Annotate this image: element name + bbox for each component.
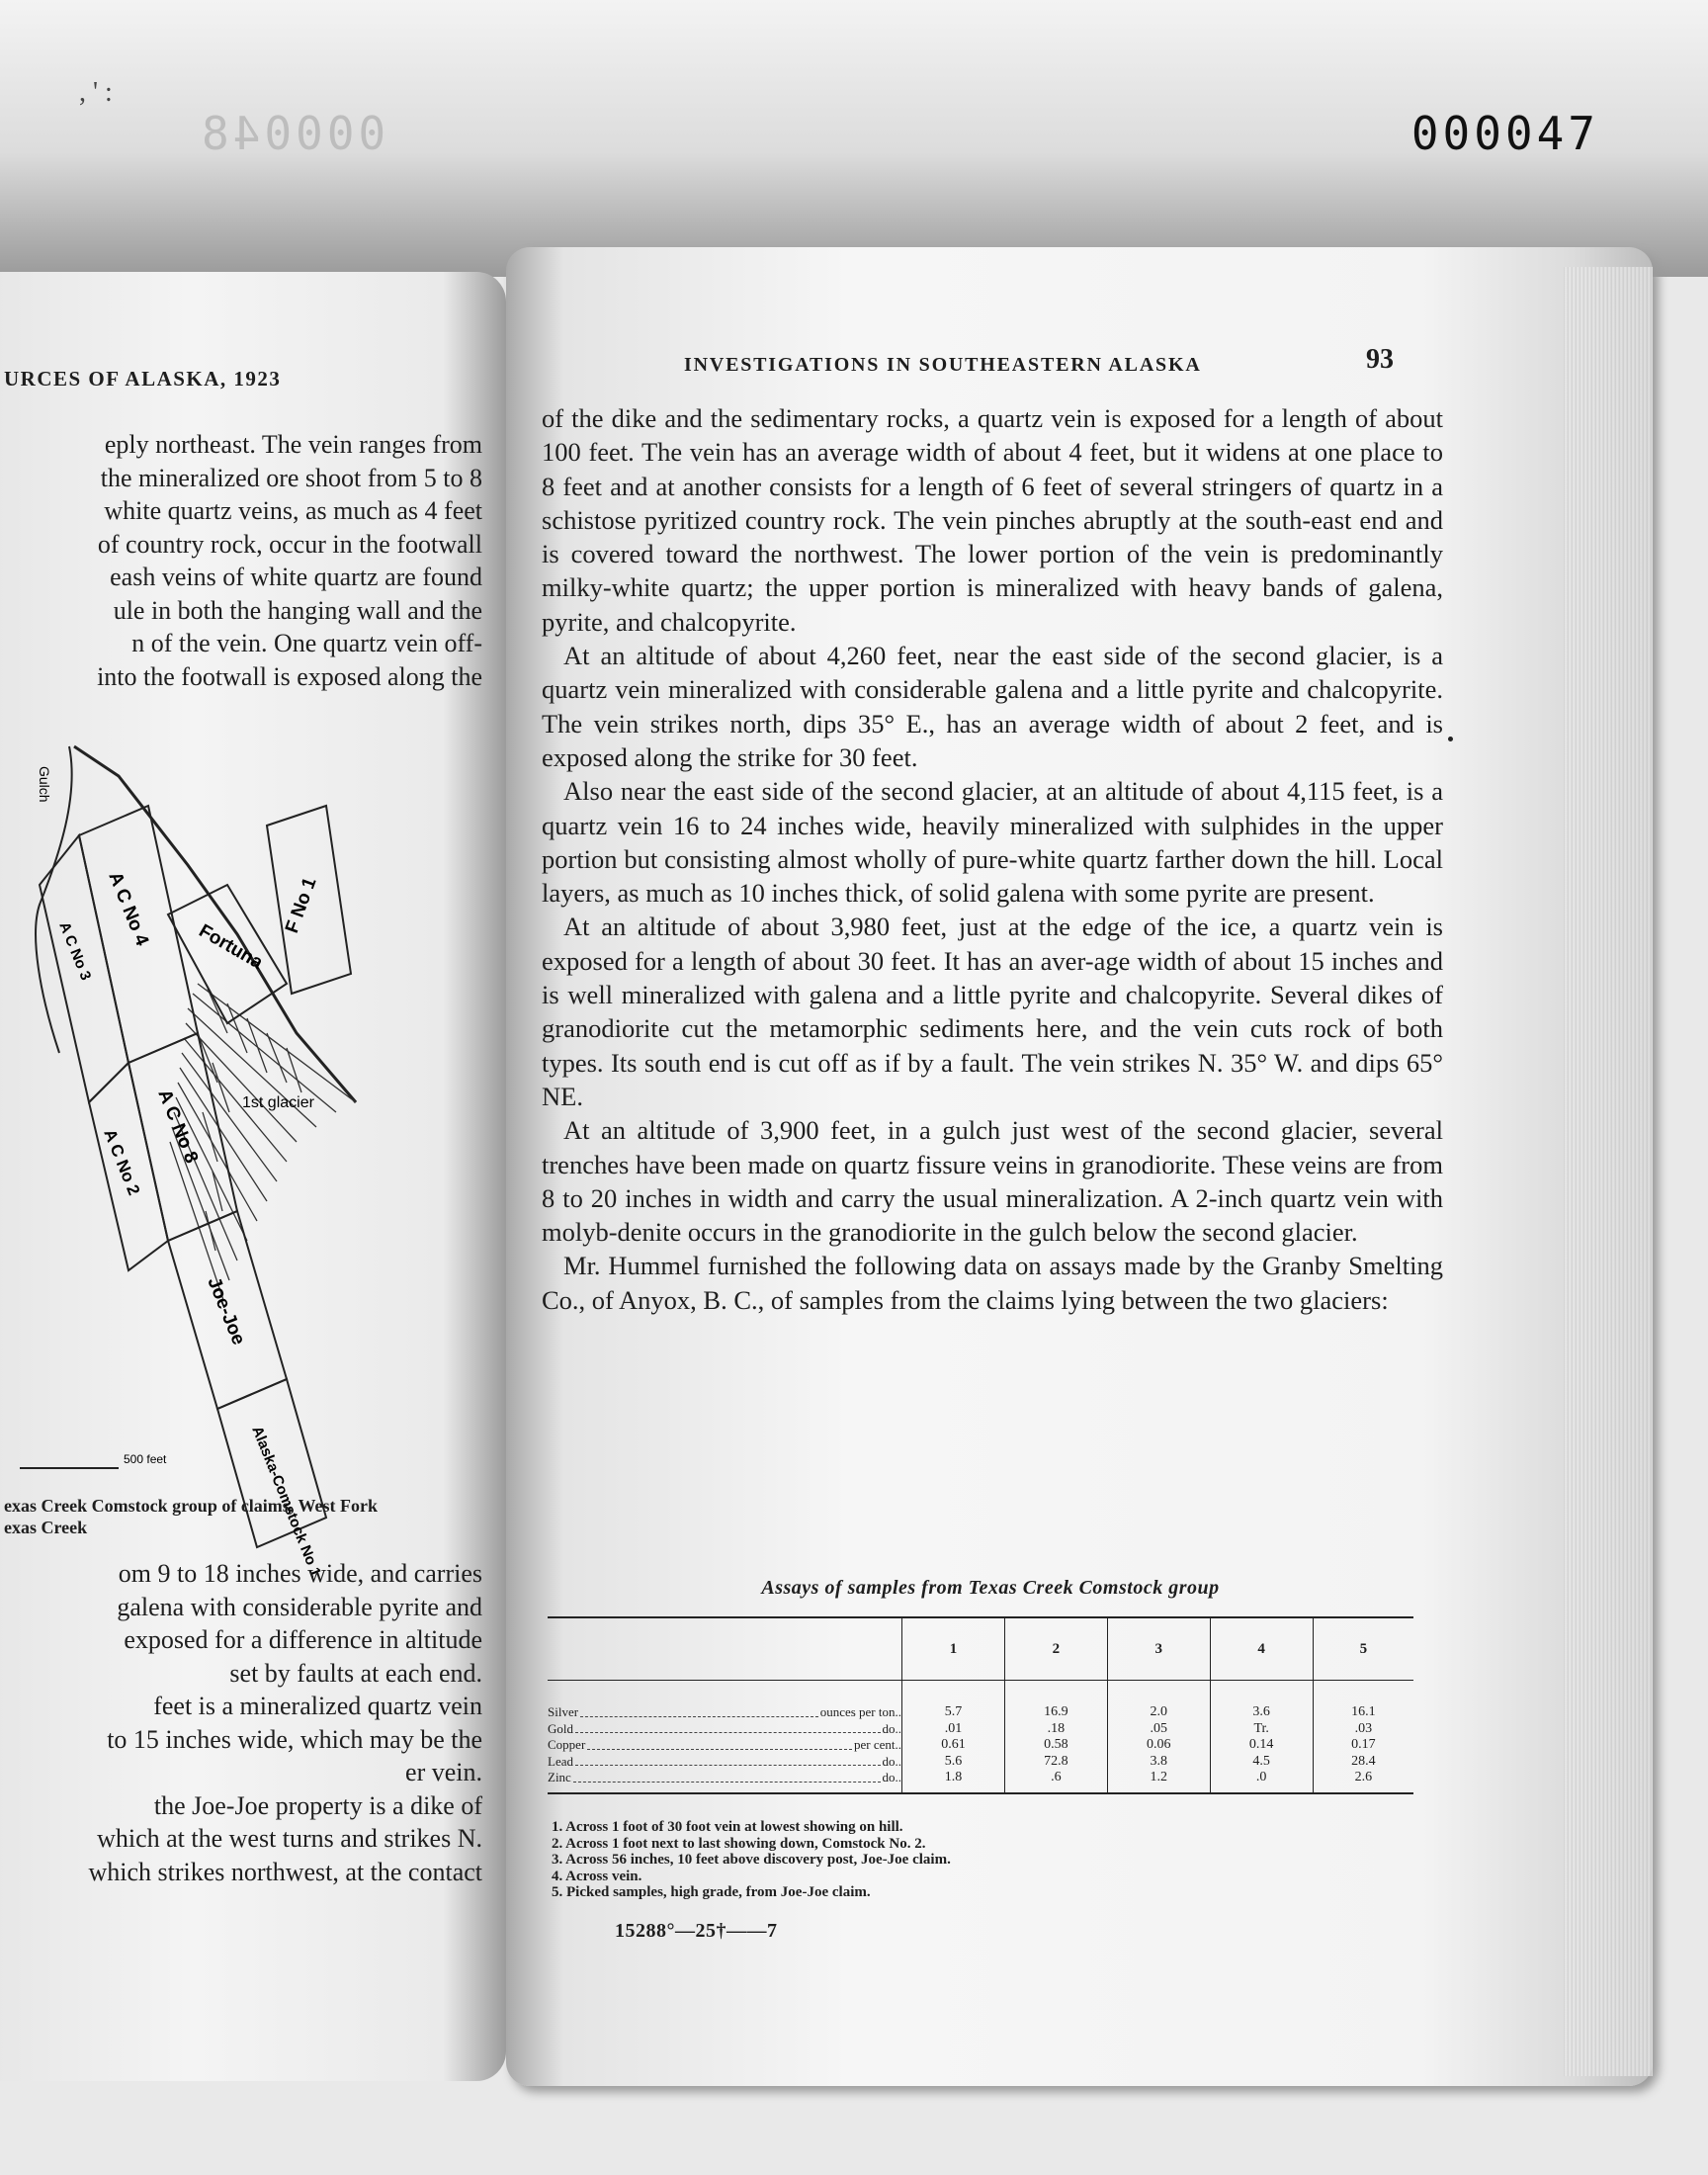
table-cell: .18	[1047, 1720, 1066, 1736]
table-column-5	[1313, 1681, 1413, 1793]
table-cell: 16.9	[1044, 1704, 1068, 1719]
row-unit: ounces per ton..	[819, 1704, 901, 1719]
row-label-gold	[548, 1721, 901, 1738]
table-column-3	[1107, 1681, 1210, 1793]
row-unit: per cent..	[853, 1737, 901, 1752]
table-cell: 2.0	[1150, 1704, 1168, 1719]
footnote: 3. Across 56 inches, 10 feet above discovery post, Joe-Joe claim.	[552, 1852, 951, 1868]
stamp-number: 000047	[1410, 107, 1599, 160]
print-signature: 15288°—25†——7	[615, 1920, 778, 1942]
paragraph: At an altitude of about 4,260 feet, near the east side of the second glacier, is a quartz vein mineralized with considerable galena and a little pyrite and chalcopyrite. The vein strikes north, dips 35° E., has an average width of about 2 feet, and is exposed along the strike for 30 feet.	[542, 641, 1443, 772]
label-ac2: A C No 2	[100, 1126, 144, 1198]
table-cell: 28.4	[1351, 1753, 1376, 1769]
label-gulch: Gulch	[37, 766, 52, 803]
left-line: eash veins of white quartz are found	[110, 563, 482, 591]
left-line: into the footwall is exposed along the	[97, 661, 482, 691]
left-line: set by faults at each end.	[229, 1658, 482, 1688]
row-unit: do..	[882, 1770, 901, 1784]
table-header-cell: 1	[902, 1617, 1005, 1681]
map-caption	[4, 1495, 478, 1538]
table-cell: 1.8	[944, 1770, 963, 1784]
table-header-cell: 5	[1313, 1617, 1413, 1681]
leader-dots	[587, 1737, 852, 1750]
table-cell: 3.8	[1150, 1753, 1168, 1769]
footnote: 2. Across 1 foot next to last showing down, Comstock No. 2.	[552, 1835, 926, 1852]
row-label-zinc	[548, 1770, 901, 1786]
label-alaska-comstock: Alaska-Comstock No 1	[248, 1424, 324, 1580]
left-line: to 15 inches wide, which may be the	[107, 1724, 482, 1754]
footnote: 4. Across vein.	[552, 1868, 642, 1884]
scan-marks: , ' :	[79, 77, 113, 108]
leader-dots	[575, 1721, 881, 1734]
table-title: Assays of samples from Texas Creek Comstock group	[761, 1577, 1220, 1599]
left-line: er vein.	[405, 1758, 482, 1786]
label-ac4: A C No 4	[104, 869, 153, 949]
left-line: galena with considerable pyrite and	[117, 1592, 482, 1621]
row-label-silver	[548, 1704, 901, 1721]
table-cell: 0.58	[1044, 1737, 1068, 1752]
table-cell: 72.8	[1044, 1753, 1068, 1769]
table-cell: 3.6	[1252, 1704, 1270, 1719]
left-running-header: URCES OF ALASKA, 1923	[4, 367, 282, 391]
footnote: 5. Picked samples, high grade, from Joe-Joe claim.	[552, 1884, 871, 1900]
ghost-stamp-number: 000048	[198, 107, 386, 160]
stray-mark	[1448, 737, 1453, 741]
row-labels	[548, 1681, 902, 1793]
table-cell: 0.14	[1248, 1737, 1274, 1752]
table-column-1	[902, 1681, 1005, 1793]
table-cell: 0.06	[1147, 1737, 1171, 1752]
table-cell: 4.5	[1252, 1753, 1270, 1769]
leader-dots	[580, 1704, 818, 1717]
table-cell: .03	[1354, 1720, 1373, 1736]
table-header-row	[548, 1617, 1413, 1681]
row-label-lead	[548, 1754, 901, 1771]
page-number: 93	[1366, 344, 1394, 375]
left-line: eply northeast. The vein ranges from	[104, 430, 482, 459]
table-cell: 0.61	[941, 1737, 966, 1752]
left-line: which at the west turns and strikes N.	[97, 1824, 482, 1853]
left-line: n of the vein. One quartz vein off-	[131, 629, 482, 657]
assay-table	[548, 1616, 1413, 1794]
left-line: of country rock, occur in the footwall	[97, 529, 482, 559]
left-page	[0, 272, 506, 2081]
table-header-cell: 3	[1107, 1617, 1210, 1681]
map-caption-line: exas Creek Comstock group of claims, West Fork	[4, 1496, 378, 1516]
footnote: 1. Across 1 foot of 30 foot vein at lowest showing on hill.	[552, 1819, 903, 1835]
row-label: Zinc	[548, 1770, 571, 1784]
table-column-4	[1210, 1681, 1313, 1793]
paragraph: Mr. Hummel furnished the following data on assays made by the Granby Smelting Co., of Anyox, B. C., of samples from the claims lying between the two glaciers:	[542, 1251, 1443, 1315]
label-glacier: 1st glacier	[242, 1094, 314, 1111]
table-cell: 5.6	[944, 1753, 963, 1769]
table-cell: .6	[1051, 1770, 1062, 1784]
table-cell: .01	[944, 1720, 963, 1736]
row-label-copper	[548, 1737, 901, 1754]
table-cell: 5.7	[944, 1704, 963, 1719]
table-footnotes	[552, 1819, 1402, 1901]
row-label: Silver	[548, 1704, 579, 1719]
left-line: om 9 to 18 inches wide, and carries	[118, 1559, 482, 1588]
row-unit: do..	[882, 1753, 901, 1769]
left-line: the mineralized ore shoot from 5 to 8	[100, 463, 482, 492]
table-header-cell: 2	[1004, 1617, 1107, 1681]
label-f1: F No 1	[281, 874, 321, 936]
left-line: exposed for a difference in altitude	[124, 1625, 482, 1654]
leader-dots	[575, 1754, 881, 1767]
left-text-bottom	[4, 1557, 482, 1888]
right-page	[506, 247, 1653, 2086]
row-label: Copper	[548, 1737, 586, 1752]
label-scale: 500 feet	[124, 1452, 167, 1466]
paragraph: At an altitude of 3,900 feet, in a gulch just west of the second glacier, several trenches have been made on quartz fissure veins in granodiorite. These veins are from 8 to 20 inches in width and carry the usual mineralization. A 2-inch quartz vein with molyb-denite occurs in the granodiorite in the gulch below the second glacier.	[542, 1115, 1443, 1248]
row-label: Gold	[548, 1720, 573, 1736]
left-line: the Joe-Joe property is a dike of	[153, 1790, 482, 1820]
left-line: which strikes northwest, at the contact	[88, 1857, 482, 1886]
row-label: Lead	[548, 1753, 573, 1769]
label-ac3: A C No 3	[55, 919, 95, 983]
row-unit: do..	[882, 1720, 901, 1736]
table-cell: 0.17	[1351, 1737, 1376, 1752]
map-caption-line: exas Creek	[4, 1518, 88, 1537]
paragraph: of the dike and the sedimentary rocks, a quartz vein is exposed for a length of about 100 feet. The vein has an average width of about 4 feet, but it widens at one place to 8 feet and at another consists for a length of 6 feet of several stringers of quartz in a schistose pyritized country rock. The vein pinches abruptly at the south-east end and is covered toward the northwest. The lower portion of the vein is predominantly milky-white quartz; the upper portion is mineralized with heavy bands of galena, pyrite, and chalcopyrite.	[542, 403, 1443, 637]
running-header: INVESTIGATIONS IN SOUTHEASTERN ALASKA	[684, 354, 1202, 376]
table-body-row	[548, 1681, 1413, 1793]
ridge-line	[74, 746, 356, 1102]
table-cell: Tr.	[1253, 1720, 1269, 1736]
table-cell: .05	[1150, 1720, 1168, 1736]
table-cell: 1.2	[1150, 1770, 1168, 1784]
paragraph: Also near the east side of the second glacier, at an altitude of about 4,115 feet, is a quartz vein 16 to 24 inches wide, heavily mineralized with sulphides in the upper portion but consisting almost wholly of pure-white quartz farther down the hill. Local layers, as much as 10 inches thick, of solid galena with some pyrite are present.	[542, 776, 1443, 909]
leader-dots	[573, 1770, 881, 1783]
table-column-2	[1004, 1681, 1107, 1793]
left-line: ule in both the hanging wall and the	[113, 595, 482, 625]
table-header-blank	[548, 1617, 902, 1681]
left-line: feet is a mineralized quartz vein	[153, 1692, 482, 1720]
body-text	[542, 401, 1443, 1317]
paragraph: At an altitude of about 3,980 feet, just at the edge of the ice, a quartz vein is exposed for a length of about 30 feet. It has an aver-age width of about 15 inches and is well mineralized with galena and a little pyrite and chalcopyrite. Several dikes of granodiorite cut the metamorphic sediments here, and the vein cuts rock of both types. Its south end is cut off as if by a fault. The vein strikes N. 35° W. and dips 65° NE.	[542, 912, 1443, 1111]
label-joejoe: Joe-Joe	[203, 1274, 249, 1348]
label-ac8: A C No 8	[153, 1087, 203, 1167]
table-header-cell: 4	[1210, 1617, 1313, 1681]
left-text-top	[4, 428, 482, 693]
page-edges	[1564, 267, 1653, 2076]
left-line: white quartz veins, as much as 4 feet	[104, 496, 482, 525]
label-fortuna: Fortuna	[195, 920, 267, 974]
table-cell: 2.6	[1354, 1770, 1373, 1784]
table-cell: 16.1	[1351, 1704, 1376, 1719]
table-cell: .0	[1255, 1770, 1267, 1784]
